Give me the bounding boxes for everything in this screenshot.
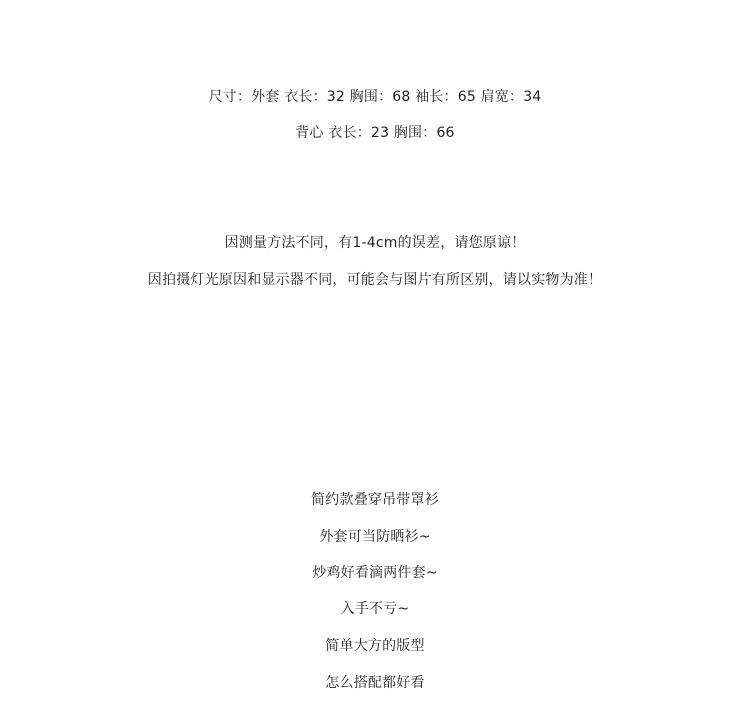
feature-line: 简单大方的版型 [325,638,425,654]
feature-line: 简约款叠穿吊带罩衫 [311,492,439,508]
feature-line: 炒鸡好看滴两件套~ [312,565,438,581]
feature-line: 怎么搭配都好看 [325,675,425,691]
feature-line: 外套可当防晒衫~ [319,529,431,545]
feature-line: 入手不亏~ [340,601,410,617]
measurement-error-note: 因测量方法不同，有1-4cm的误差，请您原谅！ [224,235,526,251]
color-difference-note: 因拍摄灯光原因和显示器不同，可能会与图片有所区别，请以实物为准！ [147,272,603,288]
size-line-vest: 背心 衣长：23 胸围：66 [295,125,455,141]
size-line-coat: 尺寸：外套 衣长：32 胸围：68 袖长：65 肩宽：34 [208,89,542,105]
